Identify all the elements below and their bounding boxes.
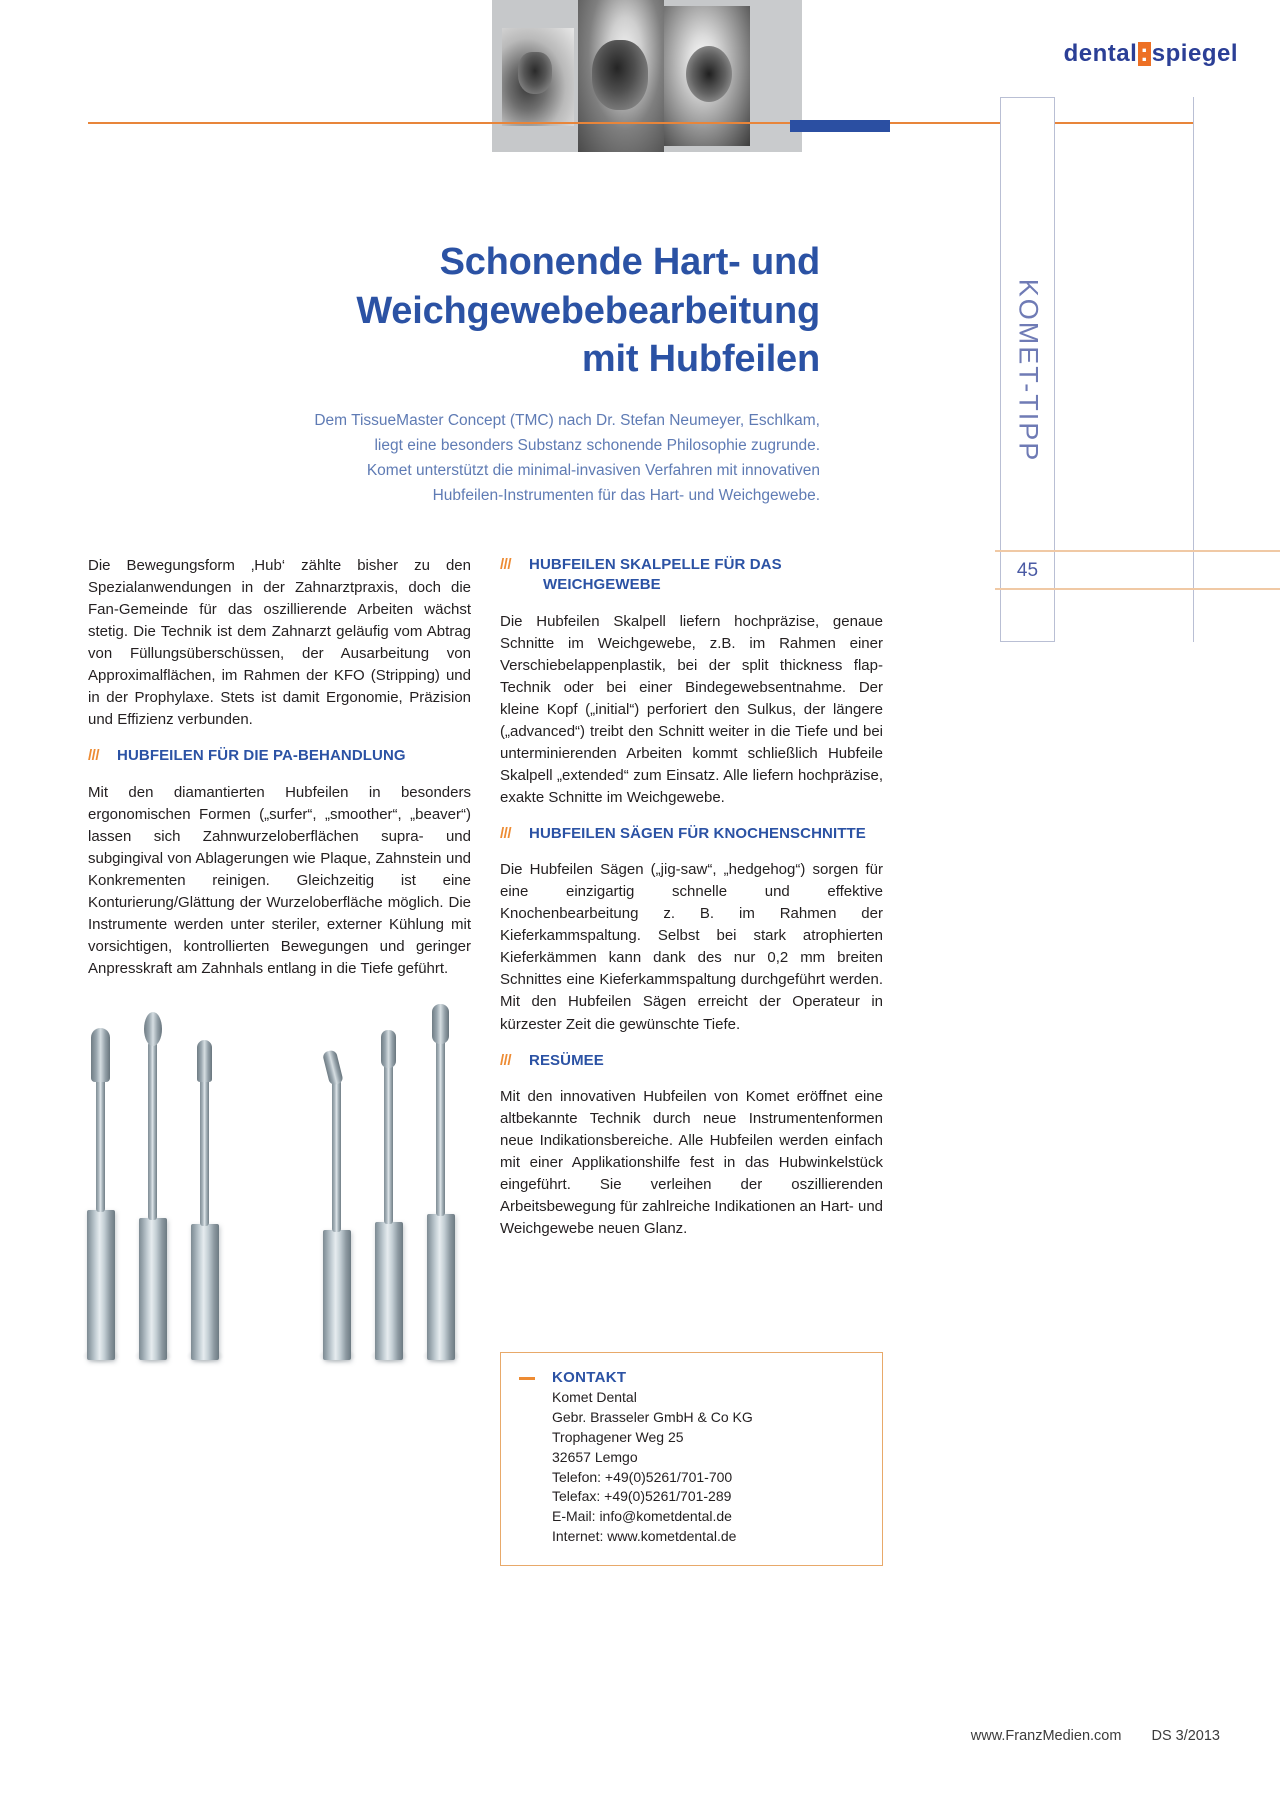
page-title-line-2: Weichgewebebearbeitung <box>356 289 820 332</box>
section-heading-saegen-text: HUBFEILEN SÄGEN FÜR KNOCHENSCHNITTE <box>529 824 866 842</box>
kontakt-street: Trophagener Weg 25 <box>552 1428 684 1445</box>
page-number-rule-bottom <box>995 588 1280 590</box>
article-standfirst <box>300 408 820 508</box>
section-heading-pa-behandlung <box>88 746 471 766</box>
footer-website: www.FranzMedien.com <box>970 1728 1122 1744</box>
header-photo-1 <box>492 0 578 152</box>
dentist-photo-detail <box>518 52 552 94</box>
instrument-6-shank <box>427 1214 455 1360</box>
section-heading-skalpelle <box>500 555 883 596</box>
patient-photo-detail <box>592 40 648 110</box>
instrument-3-tip <box>197 1040 212 1082</box>
section-heading-saegen <box>500 824 883 844</box>
instrument-4-shank <box>323 1230 351 1360</box>
section-heading-skalpelle-line2: WEICHGEWEBE <box>543 576 661 594</box>
kontakt-website: Internet: www.kometdental.de <box>552 1528 737 1545</box>
instrument-5 <box>374 1030 404 1360</box>
kontakt-heading <box>519 1369 864 1386</box>
kontakt-company: Komet Dental <box>552 1389 637 1405</box>
instrument-1-tip <box>91 1028 110 1082</box>
page-footer <box>971 1728 1220 1744</box>
left-intro-paragraph: Die Bewegungsform ‚Hub‘ zählte bisher zu den Spezialanwendungen in der Zahnarztpraxis, doch die Fan-Gemeinde für das oszillierende Arbeiten wächst stetig. Die Technik ist dem Zahnarzt geläufig vom Abtrag von Füllungsüberschüssen, der Ausarbeitung von Approximalflächen, im Rahmen der KFO (Stripping) und in der Prophylaxe. Stets ist damit Ergonomie, Präzision und Effizienz verbunden. <box>88 557 471 729</box>
right-section1-body: Die Hubfeilen Skalpell liefern hochpräzise, genaue Schnitte im Weichgewebe, z.B. im Rahmen einer Verschiebelappenplastik, bei der split thickness flap-Technik oder bei einer Bindegewebsentnahme. Der kleine Kopf („initial“) perforiert den Sulkus, der längere („advanced“) treibt den Schnitt weiter in die Tiefe und bei unterminierenden Arbeiten kommt schließlich Hubfeile Skalpell „extended“ zum Einsatz. Alle liefern hochpräzise, exakte Schnitte im Weichgewebe. <box>500 612 883 806</box>
slashes-icon: /// <box>500 1051 512 1069</box>
instrument-photo <box>60 985 480 1360</box>
instrument-2-shank <box>139 1218 167 1360</box>
body-column-left <box>88 555 471 980</box>
kontakt-legal-name: Gebr. Brasseler GmbH & Co KG <box>552 1408 753 1425</box>
footer-issue: DS 3/2013 <box>1151 1728 1220 1744</box>
instrument-1 <box>86 1028 116 1360</box>
header-photo-2 <box>578 0 664 152</box>
kontakt-fax: Telefax: +49(0)5261/701-289 <box>552 1488 732 1505</box>
right-section2-body: Die Hubfeilen Sägen („jig-saw“, „hedgehog“) sorgen für eine einzigartig schnelle und effektive Knochenbearbeitung z. B. im Rahmen der Kieferkammspaltung. Selbst bei stark atrophierten Kieferkämmen kann dank des nur 0,2 mm breiten Schnittes eine Kieferkammspaltung durchgeführt werden. Mit den Hubfeilen Sägen erreicht der Operateur in kürzester Zeit die gewünschte Tiefe. <box>500 861 883 1033</box>
instrument-2-tip <box>144 1012 162 1046</box>
komet-tipp-tab-label <box>1000 240 1055 500</box>
treatment-photo-detail <box>686 46 732 102</box>
instrument-1-shank <box>87 1210 115 1360</box>
header-photo-3 <box>664 0 750 152</box>
kontakt-box <box>500 1352 883 1566</box>
brand-logo-part1: dental <box>1063 40 1138 67</box>
instrument-4 <box>322 1050 352 1360</box>
kontakt-city: 32657 Lemgo <box>552 1448 638 1465</box>
instrument-6-neck <box>436 1040 445 1216</box>
brand-logo <box>1064 40 1238 68</box>
header-blue-block <box>790 120 890 132</box>
slashes-icon: /// <box>88 747 100 765</box>
page-title-line-3: mit Hubfeilen <box>581 338 820 381</box>
page-title <box>300 238 820 384</box>
section-heading-skalpelle-line1: HUBFEILEN SKALPELLE FÜR DAS <box>529 556 782 573</box>
section-heading-resuemee-text: RESÜMEE <box>529 1051 604 1069</box>
standfirst-line-2: liegt eine besonders Substanz schonende Philosophie zugrunde. <box>374 437 820 455</box>
brand-logo-part2: spiegel <box>1151 40 1238 67</box>
instrument-4-tip <box>322 1049 344 1085</box>
page-title-line-1: Schonende Hart- und <box>439 241 820 283</box>
section-heading-resuemee <box>500 1051 883 1071</box>
instrument-1-neck <box>96 1072 105 1212</box>
instrument-4-neck <box>332 1080 341 1232</box>
page-number-rule-top <box>995 550 1280 552</box>
instrument-3-shank <box>191 1224 219 1360</box>
standfirst-line-4: Hubfeilen-Instrumenten für das Hart- und Weichgewebe. <box>432 487 820 505</box>
body-column-right <box>500 555 883 1240</box>
slashes-icon: /// <box>500 824 512 842</box>
kontakt-heading-text: KONTAKT <box>552 1369 627 1386</box>
brand-logo-colon: : <box>1140 40 1149 67</box>
komet-tipp-text: KOMET-TIPP <box>1013 278 1043 462</box>
instrument-3-neck <box>200 1078 209 1226</box>
kontakt-phone: Telefon: +49(0)5261/701-700 <box>552 1468 733 1485</box>
instrument-2-neck <box>148 1042 157 1220</box>
instrument-6-tip <box>432 1004 449 1044</box>
dash-icon <box>519 1377 535 1380</box>
instrument-6 <box>426 1004 456 1360</box>
instrument-5-tip <box>381 1030 396 1068</box>
standfirst-line-3: Komet unterstützt die minimal-invasiven Verfahren mit innovativen <box>366 462 820 480</box>
header-photo-strip <box>492 0 802 152</box>
page-number: 45 <box>1016 560 1039 581</box>
left-section1-body: Mit den diamantierten Hubfeilen in besonders ergonomischen Formen („surfer“, „smoother“, „beaver“) lassen sich Zahnwurzeloberflächen supra- und subgingival von Ablagerungen wie Plaque, Zahnstein und Konkrementen reinigen. Gleichzeitig ist eine Konturierung/Glättung der Wurzeloberfläche möglich. Die Instrumente werden unter steriler, externer Kühlung mit vorsichtigen, kontrollierten Bewegungen und geringer Anpresskraft am Zahnhals entlang in die Tiefe geführt. <box>88 783 471 977</box>
kontakt-email: E-Mail: info@kometdental.de <box>552 1508 732 1525</box>
instrument-3 <box>190 1042 220 1360</box>
standfirst-line-1: Dem TissueMaster Concept (TMC) nach Dr. Stefan Neumeyer, Eschlkam, <box>314 412 820 429</box>
slashes-icon: /// <box>500 556 512 573</box>
instrument-5-neck <box>384 1064 393 1224</box>
instrument-2 <box>138 1012 168 1360</box>
komet-tipp-outer-rule <box>1193 97 1194 642</box>
kontakt-details <box>519 1388 864 1547</box>
section-heading-pa-behandlung-text: HUBFEILEN FÜR DIE PA-BEHANDLUNG <box>117 747 406 765</box>
right-section3-body: Mit den innovativen Hubfeilen von Komet eröffnet eine altbekannte Technik durch neue Instrumentenformen neue Indikationsbereiche. Alle Hubfeilen werden einfach mit einer Applikationshilfe fest in das Hubwinkelstück eingeführt. Sie verleihen der oszillierenden Arbeitsbewegung für zahlreiche Indikationen an Hart- und Weichgewebe neuen Glanz. <box>500 1087 883 1238</box>
instrument-5-shank <box>375 1222 403 1360</box>
